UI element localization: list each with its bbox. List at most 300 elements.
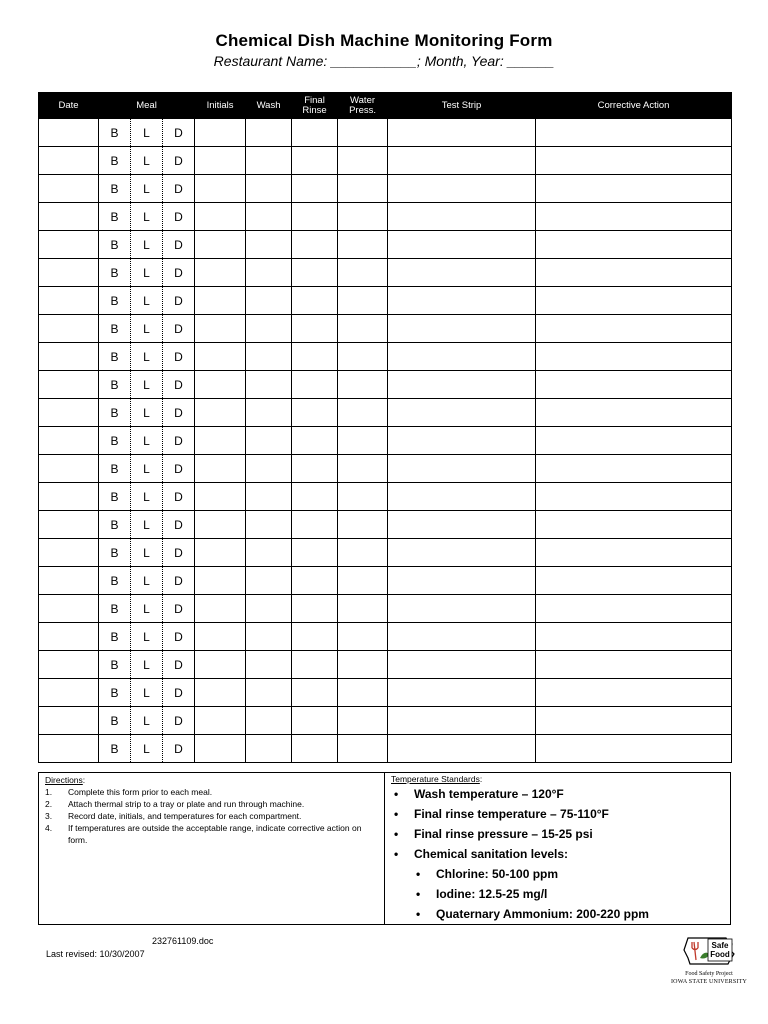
- meal-option-d[interactable]: D: [163, 315, 195, 343]
- initials-cell[interactable]: [195, 455, 246, 483]
- date-cell[interactable]: [39, 343, 99, 371]
- directions-heading: Directions: [45, 775, 83, 785]
- header-corrective-action: Corrective Action: [536, 93, 732, 119]
- wash-cell[interactable]: [246, 707, 292, 735]
- corrective-action-cell[interactable]: [536, 399, 732, 427]
- meal-option-b[interactable]: B: [99, 483, 131, 511]
- initials-cell[interactable]: [195, 147, 246, 175]
- date-cell[interactable]: [39, 147, 99, 175]
- final-rinse-cell[interactable]: [292, 707, 338, 735]
- meal-option-b[interactable]: B: [99, 595, 131, 623]
- corrective-action-cell[interactable]: [536, 427, 732, 455]
- meal-option-d[interactable]: D: [163, 287, 195, 315]
- water-press-cell[interactable]: [338, 707, 388, 735]
- meal-option-l[interactable]: L: [131, 623, 163, 651]
- temperature-standards-section: Temperature Standards: • Wash temperature – 120°F • Final rinse temperature – 75-110°F • Final rinse pressure – 15-25 psi • Chemical sanitation levels: • Chlorine: 50-100 ppm • Iodine: 12.5-25 mg/l • Quaternary Ammonium: 200-220 ppm: [385, 773, 730, 924]
- date-cell[interactable]: [39, 567, 99, 595]
- wash-cell[interactable]: [246, 203, 292, 231]
- corrective-action-cell[interactable]: [536, 567, 732, 595]
- meal-option-l[interactable]: L: [131, 203, 163, 231]
- wash-cell[interactable]: [246, 399, 292, 427]
- final-rinse-cell[interactable]: [292, 623, 338, 651]
- wash-cell[interactable]: [246, 455, 292, 483]
- standard-subitem: [391, 904, 724, 924]
- table-row: [39, 651, 732, 679]
- water-press-cell[interactable]: [338, 147, 388, 175]
- water-press-cell[interactable]: [338, 175, 388, 203]
- meal-option-d[interactable]: D: [163, 147, 195, 175]
- date-cell[interactable]: [39, 707, 99, 735]
- table-row: [39, 595, 732, 623]
- meal-option-b[interactable]: B: [99, 735, 131, 763]
- fork-icon: [692, 942, 698, 960]
- meal-option-l[interactable]: L: [131, 371, 163, 399]
- date-cell[interactable]: [39, 119, 99, 147]
- test-strip-cell[interactable]: [388, 399, 536, 427]
- final-rinse-cell[interactable]: [292, 315, 338, 343]
- meal-option-d[interactable]: D: [163, 595, 195, 623]
- meal-option-d[interactable]: D: [163, 651, 195, 679]
- test-strip-cell[interactable]: [388, 707, 536, 735]
- initials-cell[interactable]: [195, 623, 246, 651]
- header-final-rinse: Final Rinse: [292, 93, 338, 119]
- corrective-action-cell[interactable]: [536, 595, 732, 623]
- date-cell[interactable]: [39, 427, 99, 455]
- test-strip-cell[interactable]: [388, 595, 536, 623]
- date-cell[interactable]: [39, 315, 99, 343]
- meal-option-d[interactable]: D: [163, 175, 195, 203]
- wash-cell[interactable]: [246, 231, 292, 259]
- wash-cell[interactable]: [246, 567, 292, 595]
- direction-item: [45, 822, 378, 846]
- direction-text: Attach thermal strip to a tray or plate and run through machine.: [68, 799, 305, 809]
- water-press-cell[interactable]: [338, 231, 388, 259]
- initials-cell[interactable]: [195, 679, 246, 707]
- meal-option-d[interactable]: D: [163, 539, 195, 567]
- test-strip-cell[interactable]: [388, 679, 536, 707]
- initials-cell[interactable]: [195, 567, 246, 595]
- meal-option-d[interactable]: D: [163, 427, 195, 455]
- final-rinse-cell[interactable]: [292, 287, 338, 315]
- date-cell[interactable]: [39, 259, 99, 287]
- wash-cell[interactable]: [246, 511, 292, 539]
- test-strip-cell[interactable]: [388, 455, 536, 483]
- final-rinse-cell[interactable]: [292, 539, 338, 567]
- table-row: [39, 427, 732, 455]
- date-cell[interactable]: [39, 203, 99, 231]
- direction-text: Record date, initials, and temperatures for each compartment.: [68, 811, 302, 821]
- date-cell[interactable]: [39, 735, 99, 763]
- initials-cell[interactable]: [195, 315, 246, 343]
- table-row: [39, 175, 732, 203]
- meal-option-d[interactable]: D: [163, 455, 195, 483]
- test-strip-cell[interactable]: [388, 483, 536, 511]
- last-revised: Last revised: 10/30/2007: [46, 949, 145, 959]
- table-row: [39, 735, 732, 763]
- table-row: [39, 343, 732, 371]
- corrective-action-cell[interactable]: [536, 511, 732, 539]
- meal-option-d[interactable]: D: [163, 623, 195, 651]
- meal-option-d[interactable]: D: [163, 735, 195, 763]
- final-rinse-cell[interactable]: [292, 651, 338, 679]
- final-rinse-cell[interactable]: [292, 175, 338, 203]
- corrective-action-cell[interactable]: [536, 707, 732, 735]
- table-row: [39, 287, 732, 315]
- standard-text: Chemical sanitation levels:: [414, 847, 569, 861]
- header-wash: Wash: [246, 93, 292, 119]
- date-cell[interactable]: [39, 455, 99, 483]
- standard-item: [391, 824, 724, 844]
- corrective-action-cell[interactable]: [536, 679, 732, 707]
- date-cell[interactable]: [39, 483, 99, 511]
- wash-cell[interactable]: [246, 119, 292, 147]
- date-cell[interactable]: [39, 175, 99, 203]
- table-row: [39, 231, 732, 259]
- logo-caption: [668, 970, 750, 986]
- corrective-action-cell[interactable]: [536, 455, 732, 483]
- final-rinse-cell[interactable]: [292, 511, 338, 539]
- meal-option-b[interactable]: B: [99, 623, 131, 651]
- test-strip-cell[interactable]: [388, 511, 536, 539]
- test-strip-cell[interactable]: [388, 147, 536, 175]
- corrective-action-cell[interactable]: [536, 315, 732, 343]
- meal-option-b[interactable]: B: [99, 175, 131, 203]
- water-press-cell[interactable]: [338, 679, 388, 707]
- water-press-cell[interactable]: [338, 483, 388, 511]
- standard-text: Iodine: 12.5-25 mg/l: [436, 887, 548, 901]
- initials-cell[interactable]: [195, 203, 246, 231]
- meal-option-b[interactable]: B: [99, 651, 131, 679]
- test-strip-cell[interactable]: [388, 427, 536, 455]
- date-cell[interactable]: [39, 399, 99, 427]
- water-press-cell[interactable]: [338, 595, 388, 623]
- meal-option-b[interactable]: B: [99, 343, 131, 371]
- standard-subitem: [391, 864, 724, 884]
- final-rinse-cell[interactable]: [292, 567, 338, 595]
- meal-option-d[interactable]: D: [163, 119, 195, 147]
- initials-cell[interactable]: [195, 119, 246, 147]
- corrective-action-cell[interactable]: [536, 651, 732, 679]
- final-rinse-cell[interactable]: [292, 231, 338, 259]
- meal-option-b[interactable]: B: [99, 567, 131, 595]
- meal-option-b[interactable]: B: [99, 147, 131, 175]
- meal-option-l[interactable]: L: [131, 483, 163, 511]
- water-press-cell[interactable]: [338, 287, 388, 315]
- meal-option-b[interactable]: B: [99, 399, 131, 427]
- standard-item: [391, 804, 724, 824]
- final-rinse-cell[interactable]: [292, 371, 338, 399]
- test-strip-cell[interactable]: [388, 203, 536, 231]
- corrective-action-cell[interactable]: [536, 231, 732, 259]
- water-press-cell[interactable]: [338, 427, 388, 455]
- direction-text: If temperatures are outside the acceptable range, indicate corrective action on form.: [68, 823, 362, 845]
- standard-text: Final rinse pressure – 15-25 psi: [414, 827, 593, 841]
- water-press-cell[interactable]: [338, 735, 388, 763]
- standard-text: Quaternary Ammonium: 200-220 ppm: [436, 907, 649, 921]
- wash-cell[interactable]: [246, 679, 292, 707]
- wash-cell[interactable]: [246, 427, 292, 455]
- header-water-press: Water Press.: [338, 93, 388, 119]
- water-press-cell[interactable]: [338, 371, 388, 399]
- water-press-cell[interactable]: [338, 203, 388, 231]
- standard-text: Wash temperature – 120°F: [414, 787, 564, 801]
- final-rinse-cell[interactable]: [292, 147, 338, 175]
- table-row: [39, 315, 732, 343]
- wash-cell[interactable]: [246, 371, 292, 399]
- table-row: [39, 455, 732, 483]
- wash-cell[interactable]: [246, 343, 292, 371]
- meal-option-b[interactable]: B: [99, 371, 131, 399]
- test-strip-cell[interactable]: [388, 287, 536, 315]
- initials-cell[interactable]: [195, 343, 246, 371]
- water-press-cell[interactable]: [338, 623, 388, 651]
- test-strip-cell[interactable]: [388, 175, 536, 203]
- wash-cell[interactable]: [246, 315, 292, 343]
- test-strip-cell[interactable]: [388, 651, 536, 679]
- table-row: [39, 483, 732, 511]
- meal-option-d[interactable]: D: [163, 399, 195, 427]
- date-cell[interactable]: [39, 231, 99, 259]
- bottom-info-box: [38, 772, 731, 925]
- directions-list: [45, 786, 378, 846]
- water-press-cell[interactable]: [338, 511, 388, 539]
- form-title: Chemical Dish Machine Monitoring Form: [215, 31, 553, 50]
- initials-cell[interactable]: [195, 231, 246, 259]
- wash-cell[interactable]: [246, 735, 292, 763]
- meal-option-d[interactable]: D: [163, 511, 195, 539]
- meal-option-b[interactable]: B: [99, 259, 131, 287]
- directions-section: Directions: 1. Complete this form prior to each meal. 2. Attach thermal strip to a tray or plate and run through machine. 3. Record date, initials, and temperatures for each compartment. 4. If temperatures are outside the acceptable range, indicate corrective action on form.: [39, 773, 385, 924]
- final-rinse-cell[interactable]: [292, 259, 338, 287]
- logo-caption-line1: Food Safety Project: [685, 971, 733, 977]
- final-rinse-cell[interactable]: [292, 343, 338, 371]
- test-strip-cell[interactable]: [388, 623, 536, 651]
- test-strip-cell[interactable]: [388, 119, 536, 147]
- table-body: [39, 119, 732, 763]
- meal-option-b[interactable]: B: [99, 287, 131, 315]
- bullet-icon: •: [394, 847, 399, 861]
- test-strip-cell[interactable]: [388, 259, 536, 287]
- initials-cell[interactable]: [195, 511, 246, 539]
- final-rinse-cell[interactable]: [292, 203, 338, 231]
- wash-cell[interactable]: [246, 259, 292, 287]
- test-strip-cell[interactable]: [388, 539, 536, 567]
- meal-option-d[interactable]: D: [163, 707, 195, 735]
- corrective-action-cell[interactable]: [536, 735, 732, 763]
- final-rinse-cell[interactable]: [292, 399, 338, 427]
- meal-option-b[interactable]: B: [99, 455, 131, 483]
- meal-option-b[interactable]: B: [99, 679, 131, 707]
- header-date: Date: [39, 93, 99, 119]
- wash-cell[interactable]: [246, 595, 292, 623]
- corrective-action-cell[interactable]: [536, 119, 732, 147]
- meal-option-b[interactable]: B: [99, 511, 131, 539]
- final-rinse-cell[interactable]: [292, 679, 338, 707]
- wash-cell[interactable]: [246, 483, 292, 511]
- standard-text: Final rinse temperature – 75-110°F: [414, 807, 609, 821]
- meal-option-l[interactable]: L: [131, 455, 163, 483]
- direction-item: [45, 786, 378, 798]
- meal-option-l[interactable]: L: [131, 511, 163, 539]
- meal-option-l[interactable]: L: [131, 175, 163, 203]
- meal-option-b[interactable]: B: [99, 707, 131, 735]
- test-strip-cell[interactable]: [388, 343, 536, 371]
- logo-caption-line2: IOWA STATE UNIVERSITY: [670, 979, 748, 985]
- meal-option-l[interactable]: L: [131, 147, 163, 175]
- meal-option-b[interactable]: B: [99, 231, 131, 259]
- monitoring-table: [38, 92, 732, 763]
- date-cell[interactable]: [39, 623, 99, 651]
- table-row: [39, 679, 732, 707]
- water-press-cell[interactable]: [338, 651, 388, 679]
- corrective-action-cell[interactable]: [536, 539, 732, 567]
- meal-option-b[interactable]: B: [99, 315, 131, 343]
- wash-cell[interactable]: [246, 623, 292, 651]
- direction-number: 3.: [45, 811, 53, 821]
- meal-option-d[interactable]: D: [163, 259, 195, 287]
- temperature-standards-list: [391, 784, 724, 924]
- initials-cell[interactable]: [195, 539, 246, 567]
- meal-option-l[interactable]: L: [131, 119, 163, 147]
- meal-option-l[interactable]: L: [131, 287, 163, 315]
- date-cell[interactable]: [39, 539, 99, 567]
- initials-cell[interactable]: [195, 175, 246, 203]
- final-rinse-cell[interactable]: [292, 119, 338, 147]
- date-cell[interactable]: [39, 511, 99, 539]
- table-row: [39, 567, 732, 595]
- date-cell[interactable]: [39, 287, 99, 315]
- meal-option-d[interactable]: D: [163, 231, 195, 259]
- corrective-action-cell[interactable]: [536, 287, 732, 315]
- test-strip-cell[interactable]: [388, 315, 536, 343]
- initials-cell[interactable]: [195, 483, 246, 511]
- initials-cell[interactable]: [195, 651, 246, 679]
- date-cell[interactable]: [39, 371, 99, 399]
- table-row: [39, 371, 732, 399]
- meal-option-b[interactable]: B: [99, 119, 131, 147]
- water-press-cell[interactable]: [338, 455, 388, 483]
- header-meal: Meal: [99, 93, 195, 119]
- meal-option-d[interactable]: D: [163, 679, 195, 707]
- water-press-cell[interactable]: [338, 567, 388, 595]
- initials-cell[interactable]: [195, 735, 246, 763]
- meal-option-l[interactable]: L: [131, 427, 163, 455]
- corrective-action-cell[interactable]: [536, 175, 732, 203]
- corrective-action-cell[interactable]: [536, 623, 732, 651]
- test-strip-cell[interactable]: [388, 231, 536, 259]
- direction-number: 4.: [45, 823, 53, 833]
- meal-option-l[interactable]: L: [131, 651, 163, 679]
- meal-option-l[interactable]: L: [131, 539, 163, 567]
- meal-option-d[interactable]: D: [163, 203, 195, 231]
- initials-cell[interactable]: [195, 259, 246, 287]
- initials-cell[interactable]: [195, 287, 246, 315]
- corrective-action-cell[interactable]: [536, 259, 732, 287]
- header-test-strip: Test Strip: [388, 93, 536, 119]
- meal-option-d[interactable]: D: [163, 483, 195, 511]
- final-rinse-cell[interactable]: [292, 595, 338, 623]
- water-press-cell[interactable]: [338, 399, 388, 427]
- table-row: [39, 511, 732, 539]
- bullet-icon: •: [416, 887, 421, 901]
- meal-option-l[interactable]: L: [131, 343, 163, 371]
- table-row: [39, 147, 732, 175]
- meal-option-l[interactable]: L: [131, 735, 163, 763]
- final-rinse-cell[interactable]: [292, 427, 338, 455]
- test-strip-cell[interactable]: [388, 735, 536, 763]
- water-press-cell[interactable]: [338, 119, 388, 147]
- table-row: [39, 259, 732, 287]
- water-press-cell[interactable]: [338, 259, 388, 287]
- final-rinse-cell[interactable]: [292, 455, 338, 483]
- water-press-cell[interactable]: [338, 343, 388, 371]
- meal-option-d[interactable]: D: [163, 371, 195, 399]
- table-row: [39, 539, 732, 567]
- wash-cell[interactable]: [246, 651, 292, 679]
- form-subtitle: Restaurant Name: ___________; Month, Year: ______: [213, 53, 555, 69]
- temperature-standards-heading: Temperature Standards: [391, 774, 480, 784]
- header-initials: Initials: [195, 93, 246, 119]
- meal-option-d[interactable]: D: [163, 567, 195, 595]
- final-rinse-cell[interactable]: [292, 483, 338, 511]
- date-cell[interactable]: [39, 679, 99, 707]
- bullet-icon: •: [394, 827, 399, 841]
- water-press-cell[interactable]: [338, 539, 388, 567]
- meal-option-l[interactable]: L: [131, 707, 163, 735]
- table-row: [39, 707, 732, 735]
- initials-cell[interactable]: [195, 707, 246, 735]
- initials-cell[interactable]: [195, 427, 246, 455]
- initials-cell[interactable]: [195, 595, 246, 623]
- test-strip-cell[interactable]: [388, 567, 536, 595]
- direction-number: 2.: [45, 799, 53, 809]
- wash-cell[interactable]: [246, 147, 292, 175]
- meal-option-l[interactable]: L: [131, 595, 163, 623]
- corrective-action-cell[interactable]: [536, 343, 732, 371]
- corrective-action-cell[interactable]: [536, 371, 732, 399]
- date-cell[interactable]: [39, 595, 99, 623]
- meal-option-l[interactable]: L: [131, 679, 163, 707]
- meal-option-l[interactable]: L: [131, 567, 163, 595]
- table-row: [39, 203, 732, 231]
- date-cell[interactable]: [39, 651, 99, 679]
- meal-option-l[interactable]: L: [131, 259, 163, 287]
- test-strip-cell[interactable]: [388, 371, 536, 399]
- wash-cell[interactable]: [246, 539, 292, 567]
- meal-option-b[interactable]: B: [99, 427, 131, 455]
- corrective-action-cell[interactable]: [536, 483, 732, 511]
- wash-cell[interactable]: [246, 175, 292, 203]
- corrective-action-cell[interactable]: [536, 147, 732, 175]
- logo-line2: Food: [710, 950, 730, 959]
- meal-option-b[interactable]: B: [99, 203, 131, 231]
- document-id: 232761109.doc: [152, 936, 214, 946]
- corrective-action-cell[interactable]: [536, 203, 732, 231]
- bullet-icon: •: [394, 787, 399, 801]
- meal-option-d[interactable]: D: [163, 343, 195, 371]
- water-press-cell[interactable]: [338, 315, 388, 343]
- final-rinse-cell[interactable]: [292, 735, 338, 763]
- initials-cell[interactable]: [195, 399, 246, 427]
- table-row: [39, 399, 732, 427]
- meal-option-l[interactable]: L: [131, 231, 163, 259]
- meal-option-l[interactable]: L: [131, 399, 163, 427]
- direction-text: Complete this form prior to each meal.: [68, 787, 213, 797]
- meal-option-b[interactable]: B: [99, 539, 131, 567]
- wash-cell[interactable]: [246, 287, 292, 315]
- initials-cell[interactable]: [195, 371, 246, 399]
- meal-option-l[interactable]: L: [131, 315, 163, 343]
